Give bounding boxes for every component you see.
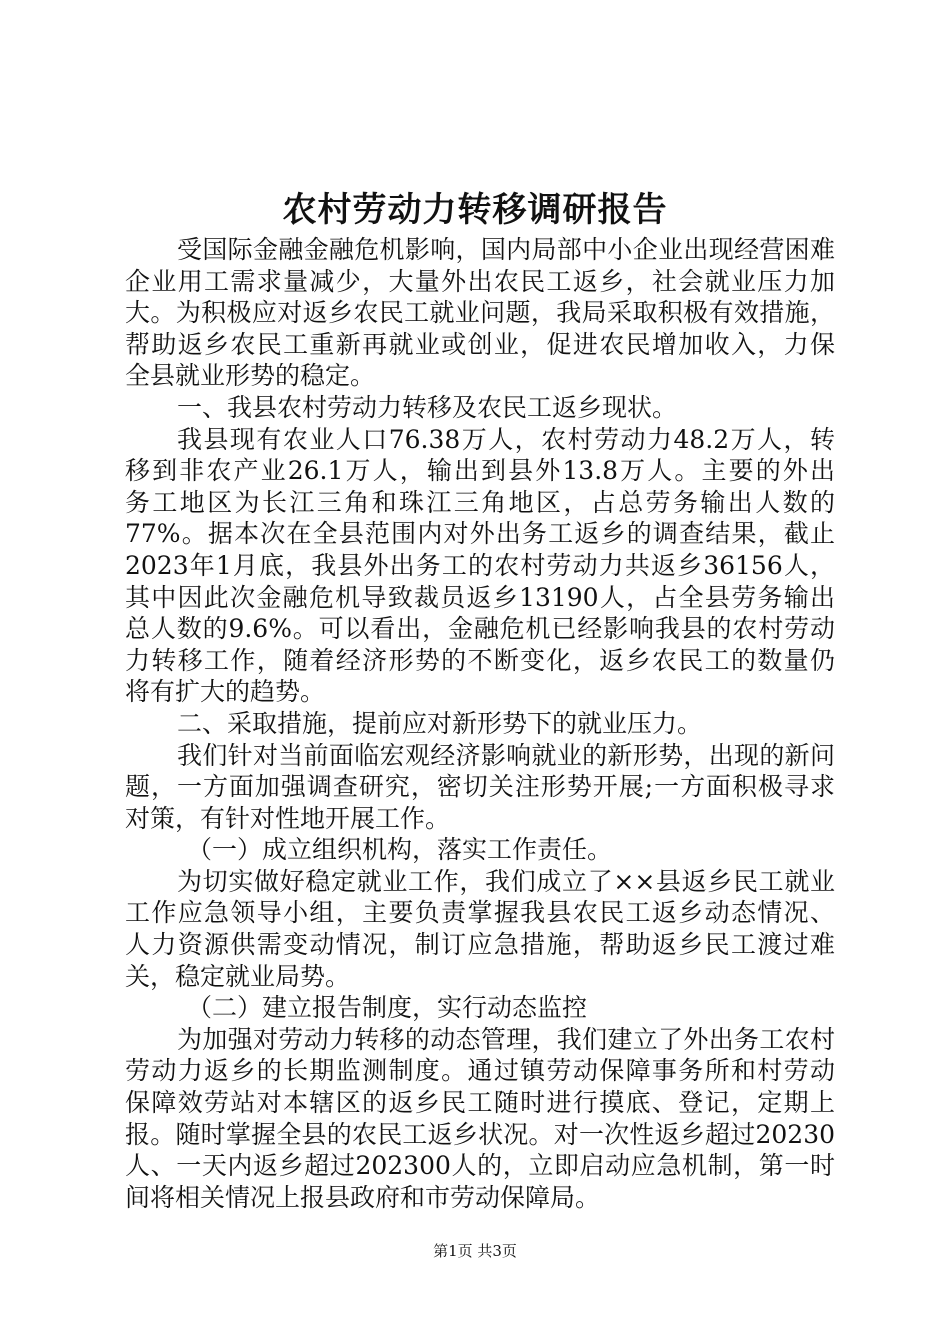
text-line: 2023年1月底，我县外出务工的农村劳动力共返乡36156人，: [125, 550, 835, 580]
text-line: 受国际金融金融危机影响，国内局部中小企业出现经营困难: [177, 235, 835, 264]
text-line: 为切实做好稳定就业工作，我们成立了××县返乡民工就业: [177, 866, 835, 896]
text-line: 务工地区为长江三角和珠江三角地区，占总劳务输出人数的: [125, 487, 835, 517]
text-line: 为加强对劳动力转移的动态管理，我们建立了外出务工农村: [177, 1024, 835, 1054]
text-line: 力转移工作，随着经济形势的不断变化，返乡农民工的数量仍: [125, 645, 835, 675]
text-line: 将有扩大的趋势。: [125, 677, 326, 707]
text-line: 企业用工需求量减少，大量外出农民工返乡，社会就业压力加: [125, 266, 835, 296]
document-title: 农村劳动力转移调研报告: [282, 190, 668, 230]
text-line: 对策，有针对性地开展工作。: [125, 803, 451, 833]
text-line: 总人数的9.6%。可以看出，金融危机已经影响我县的农村劳动: [125, 614, 835, 644]
text-line: 大。为积极应对返乡农民工就业问题，我局采取积极有效措施，: [125, 298, 835, 328]
text-line: 77%。据本次在全县范围内对外出务工返乡的调查结果，截止: [125, 519, 835, 549]
text-line: 移到非农产业26.1万人，输出到县外13.8万人。主要的外出: [125, 456, 835, 486]
text-line: 人、一天内返乡超过202300人的，立即启动应急机制，第一时: [125, 1151, 835, 1181]
text-line: 劳动力返乡的长期监测制度。通过镇劳动保障事务所和村劳动: [125, 1056, 835, 1086]
subsection-heading: （一）成立组织机构，落实工作责任。: [187, 835, 613, 865]
text-line: 间将相关情况上报县政府和市劳动保障局。: [125, 1182, 601, 1212]
text-line: 工作应急领导小组，主要负责掌握我县农民工返乡动态情况、: [125, 898, 835, 928]
text-line: 保障效劳站对本辖区的返乡民工随时进行摸底、登记，定期上: [125, 1088, 835, 1118]
text-line: 报。随时掌握全县的农民工返乡状况。对一次性返乡超过20230: [125, 1119, 835, 1149]
page-footer: 第1页 共3页: [433, 1242, 517, 1260]
text-line: 我县现有农业人口76.38万人，农村劳动力48.2万人，转: [177, 424, 835, 454]
text-line: 关，稳定就业局势。: [125, 961, 351, 991]
section-heading: 一、我县农村劳动力转移及农民工返乡现状。: [177, 392, 678, 422]
text-line: 题，一方面加强调查研究，密切关注形势开展;一方面积极寻求: [125, 772, 835, 802]
text-line: 我们针对当前面临宏观经济影响就业的新形势，出现的新问: [177, 740, 835, 770]
text-line: 帮助返乡农民工重新再就业或创业，促进农民增加收入，力保: [125, 329, 835, 359]
text-line: 全县就业形势的稳定。: [125, 361, 376, 391]
section-heading: 二、采取措施，提前应对新形势下的就业压力。: [177, 708, 703, 738]
subsection-heading: （二）建立报告制度，实行动态监控: [187, 993, 588, 1023]
document-body: [125, 234, 835, 1213]
text-line: 其中因此次金融危机导致裁员返乡13190人，占全县劳务输出: [125, 582, 835, 612]
text-line: 人力资源供需变动情况，制订应急措施，帮助返乡民工渡过难: [125, 930, 835, 960]
